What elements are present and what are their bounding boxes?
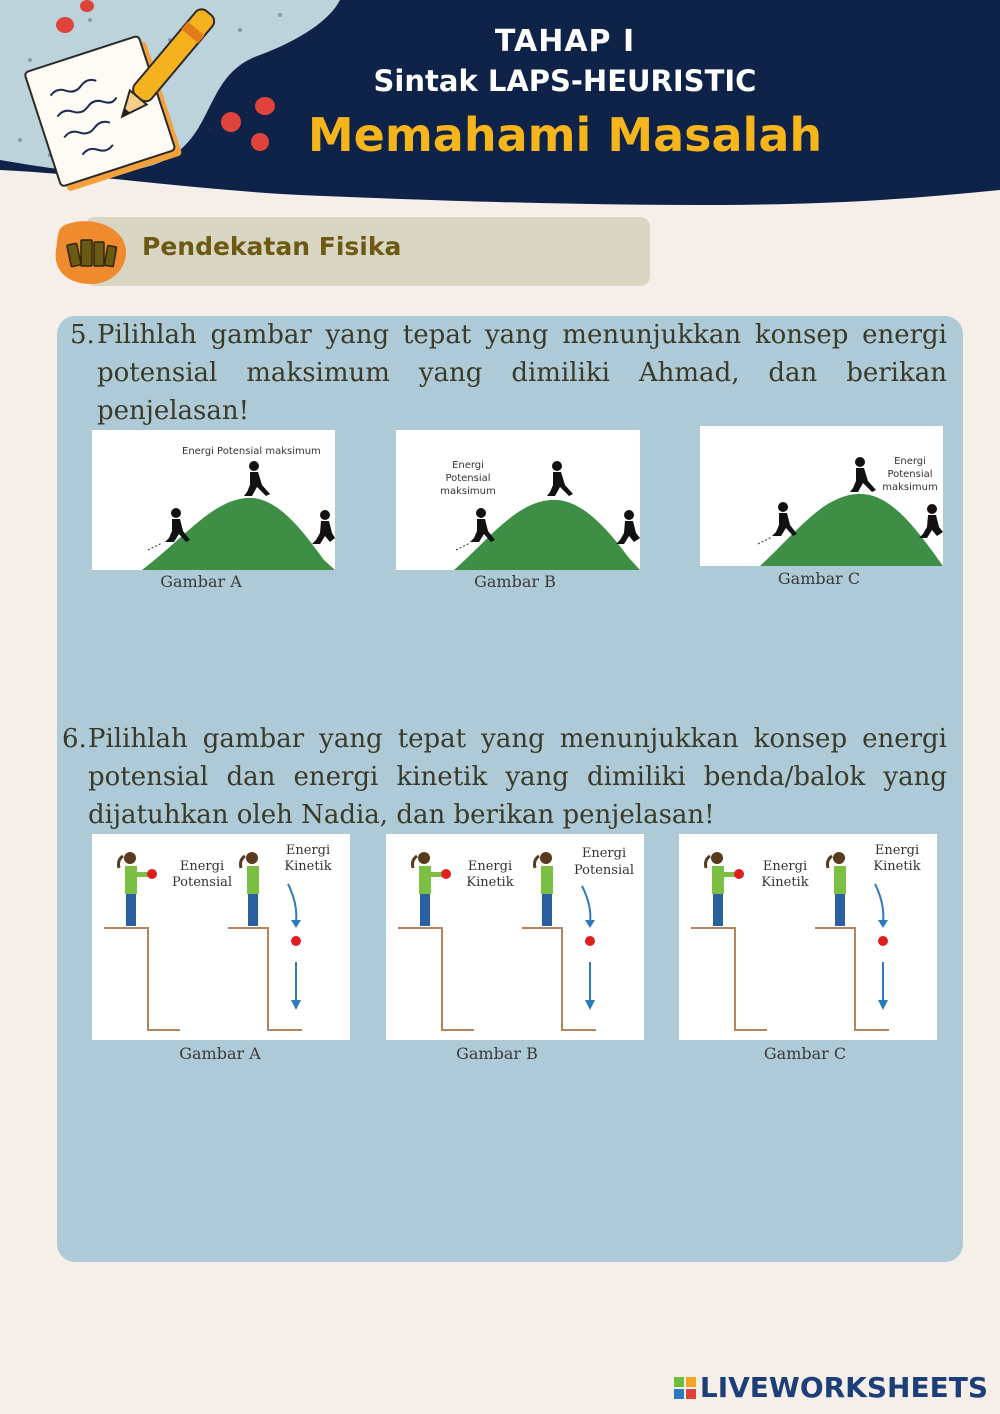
curved-arrow-icon: [875, 884, 883, 922]
liveworksheets-icon: [674, 1377, 696, 1399]
left-label-line: Energi: [179, 859, 225, 874]
runner-right-icon: [312, 510, 335, 544]
runner-top-icon: [850, 457, 876, 492]
left-label-line: Potensial: [171, 875, 233, 890]
q5-image-c[interactable]: [700, 426, 943, 566]
brand-text: LIVEWORKSHEETS: [699, 1371, 988, 1404]
curved-arrow-icon: [288, 884, 296, 922]
question-text: Pilihlah gambar yang tepat yang menunjukkan konsep energi potensial maksimum yang dimiliki Ahmad, dan berikan penjelasan!: [97, 320, 947, 426]
girl-holding-ball-icon: [706, 852, 745, 926]
q5-image-a[interactable]: [92, 430, 335, 570]
falling-ball: [878, 936, 888, 946]
caption: Gambar A: [179, 1044, 261, 1063]
books-icon: [53, 218, 127, 286]
q5-image-b[interactable]: [396, 430, 640, 570]
label-energi-potensial: Energi Potensial maksimum: [182, 446, 321, 457]
right-label-line: Potensial: [573, 863, 635, 878]
section-label: Pendekatan Fisika: [142, 232, 402, 261]
question-number: 6.: [62, 724, 87, 754]
girl-holding-ball-icon: [413, 852, 452, 926]
girl-empty-hands-icon: [535, 852, 554, 926]
q6-image-a[interactable]: [92, 834, 350, 1040]
question-number: 5.: [70, 320, 95, 350]
left-label-line: Energi: [762, 859, 808, 874]
label-line: Energi: [452, 460, 484, 471]
label-line: maksimum: [440, 486, 496, 497]
caption: Gambar B: [456, 1044, 538, 1063]
caption: Gambar A: [160, 572, 242, 591]
right-label-line: Energi: [874, 843, 920, 858]
stage-heading: TAHAP I: [494, 24, 636, 59]
left-label-line: Energi: [467, 859, 513, 874]
girl-holding-ball-icon: [119, 852, 158, 926]
curved-arrow-icon: [582, 886, 590, 922]
left-label-line: Kinetik: [761, 875, 809, 890]
right-label-line: Kinetik: [284, 859, 332, 874]
girl-empty-hands-icon: [241, 852, 260, 926]
caption: Gambar C: [763, 1044, 847, 1063]
label-line: Potensial: [887, 469, 933, 480]
q6-image-b[interactable]: [386, 834, 644, 1040]
falling-ball: [291, 936, 301, 946]
runner-right-icon: [616, 510, 640, 544]
runner-left-icon: [772, 502, 797, 536]
falling-ball: [585, 936, 595, 946]
left-label-line: Kinetik: [466, 875, 514, 890]
q6-image-c[interactable]: [679, 834, 937, 1040]
runner-top-icon: [244, 461, 270, 496]
liveworksheets-logo[interactable]: [674, 1371, 988, 1404]
label-line: maksimum: [882, 482, 938, 493]
page-title: Memahami Masalah: [307, 108, 823, 162]
caption: Gambar C: [777, 569, 861, 588]
right-label-line: Kinetik: [873, 859, 921, 874]
label-line: Potensial: [445, 473, 491, 484]
right-label-line: Energi: [285, 843, 331, 858]
notebook-pen-illustration: [0, 0, 260, 200]
girl-empty-hands-icon: [828, 852, 847, 926]
header-title-block: [300, 22, 830, 168]
question-text: Pilihlah gambar yang tepat yang menunjukkan konsep energi potensial dan energi kinetik yang dimiliki benda/balok yang dijatuhkan oleh Nadia, dan berikan penjelasan!: [88, 724, 947, 830]
caption: Gambar B: [474, 572, 556, 591]
runner-right-icon: [919, 504, 943, 538]
label-line: Energi: [894, 456, 926, 467]
runner-top-icon: [547, 461, 573, 496]
runner-left-icon: [470, 508, 495, 542]
right-label-line: Energi: [581, 846, 627, 861]
runner-left-icon: [165, 508, 190, 542]
syntax-heading: Sintak LAPS-HEURISTIC: [373, 64, 757, 98]
